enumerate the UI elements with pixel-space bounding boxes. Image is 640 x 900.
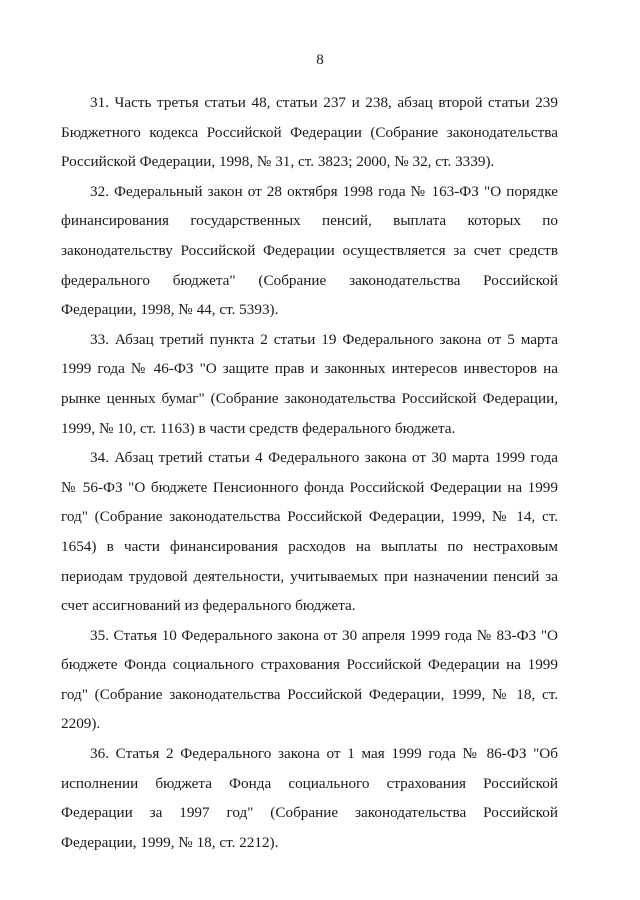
paragraph-36: 36. Статья 2 Федерального закона от 1 мая 1999 года № 86-ФЗ "Об исполнении бюджета Фонда социального страхования Российской Федерации за 1997 год" (Собрание законодательства Российской Федерации, 1999, № 18, ст. 2212). [61, 745, 558, 851]
paragraph-31: 31. Часть третья статьи 48, статьи 237 и 238, абзац второй статьи 239 Бюджетного кодекса Российской Федерации (Собрание законодательства Российской Федерации, 1998, № 31, ст. 3823; 2000, № 32, ст. 3339). [61, 94, 558, 171]
page-number: 8 [316, 52, 324, 68]
paragraph-34: 34. Абзац третий статьи 4 Федерального закона от 30 марта 1999 года № 56-ФЗ "О бюджете Пенсионного фонда Российской Федерации на 1999 год" (Собрание законодательства Российской Федерации, 1999, № 14, ст. 1654) в части финансирования расходов на выплаты по нестраховым периодам трудовой деятельности, учитываемых при назначении пенсий за счет ассигнований из федерального бюджета. [61, 449, 558, 615]
paragraph-35: 35. Статья 10 Федерального закона от 30 апреля 1999 года № 83-ФЗ "О бюджете Фонда социального страхования Российской Федерации на 1999 год" (Собрание законодательства Российской Федерации, 1999, № 18, ст. 2209). [61, 626, 558, 733]
paragraph-33: 33. Абзац третий пункта 2 статьи 19 Федерального закона от 5 марта 1999 года № 46-ФЗ "О защите прав и законных интересов инвесторов на рынке ценных бумаг" (Собрание законодательства Российской Федерации, 1999, № 10, ст. 1163) в части средств федерального бюджета. [61, 330, 558, 437]
paragraph-32: 32. Федеральный закон от 28 октября 1998 года № 163-ФЗ "О порядке финансирования государственных пенсий, выплата которых по законодательству Российской Федерации осуществляется за счет средств федерального бюджета" (Собрание законодательства Российской Федерации, 1998, № 44, ст. 5393). [61, 182, 558, 319]
document-body [61, 88, 558, 857]
